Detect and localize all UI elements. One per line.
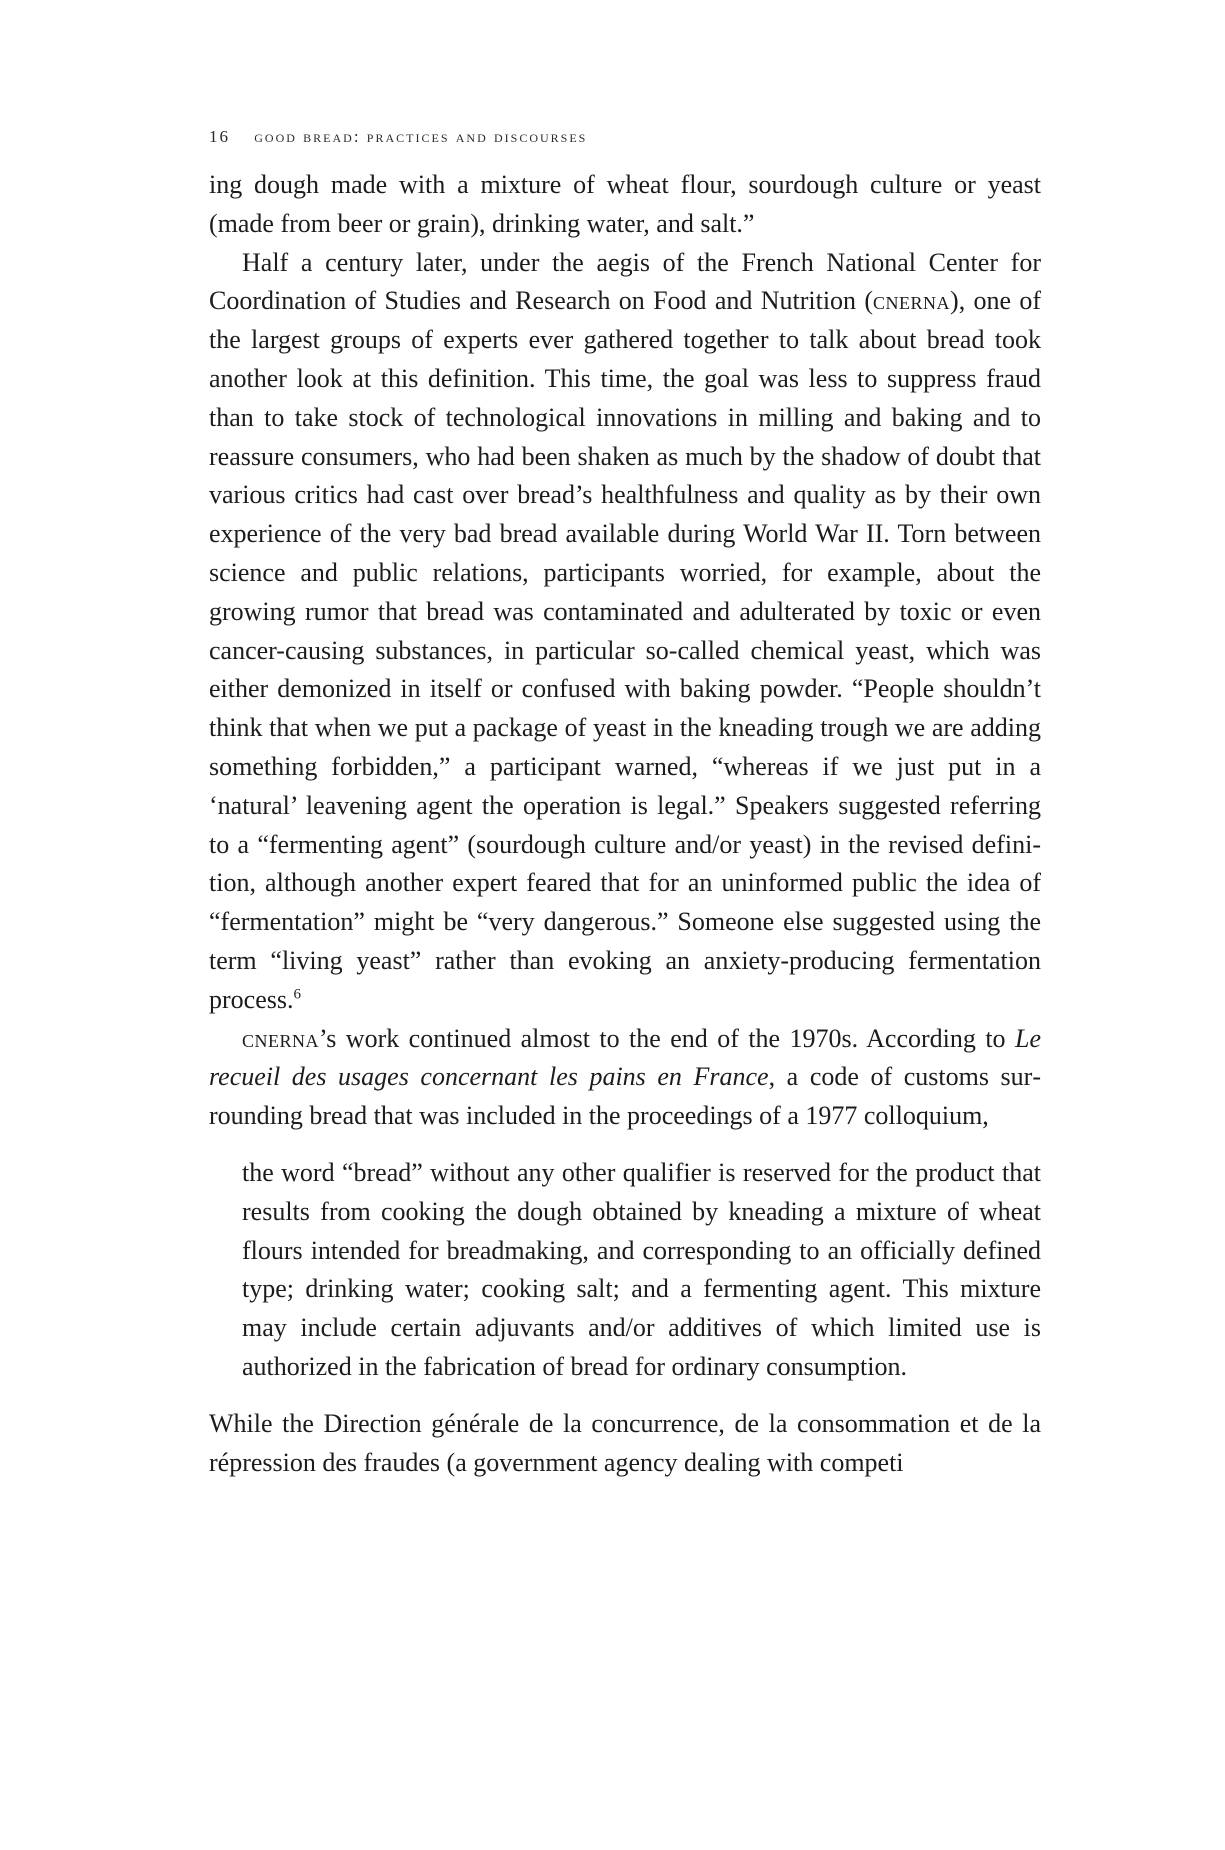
acronym: cnerna bbox=[242, 1023, 320, 1053]
quote-text: the word “bread” without any other qualifier is reserved for the product that results from cooking the dough obtained by kneading a mixture of wheat flours intended for breadmaking, and corresponding to an officially defined type; drinking water; cooking salt; and a fermenting agent. This mixture may include certain adjuvants and/or additives of which limited use is authorized in the fabrication of bread for ordinary consumption. bbox=[242, 1157, 1041, 1381]
page-number: 16 bbox=[209, 127, 230, 146]
paragraph-continued bbox=[209, 166, 1041, 244]
running-title: good bread: practices and discourses bbox=[254, 127, 588, 146]
footnote-marker: 6 bbox=[293, 986, 301, 1003]
book-page bbox=[209, 120, 1041, 1482]
block-quote bbox=[242, 1154, 1041, 1387]
paragraph-text: Half a century later, under the aegis of the French National Center for Coordination of Studies and Research on Food and Nutrition ( bbox=[209, 247, 1041, 316]
paragraph-cnerna-definition bbox=[209, 244, 1041, 1020]
paragraph-recueil bbox=[209, 1020, 1041, 1136]
acronym: cnerna bbox=[873, 286, 951, 316]
paragraph-direction-generale bbox=[209, 1405, 1041, 1483]
running-head bbox=[209, 120, 1041, 154]
book-title: Le recueil des usages concernant les pains en France bbox=[209, 1023, 1041, 1092]
paragraph-text: ’s work continued almost to the end of the 1970s. According to bbox=[319, 1023, 1015, 1053]
paragraph-text: While the Direction générale de la concurrence, de la consommation et de la répression des fraudes (a government agency dealing with competi bbox=[209, 1408, 1041, 1477]
paragraph-text: ing dough made with a mixture of wheat flour, sourdough culture or yeast (made from beer or grain), drinking water, and salt.” bbox=[209, 170, 1041, 238]
paragraph-text: ), one of the largest groups of experts ever gathered together to talk about bread took another look at this definition. This time, the goal was less to suppress fraud than to take stock of technological innovations in milling and baking and to reassure consumers, who had been shaken as much by the shadow of doubt that various critics had cast over bread’s healthfulness and quality as by their own experience of the very bad bread available during World War II. Torn between science and public relations, participants worried, for example, about the growing rumor that bread was contaminated and adulterated by toxic or even cancer-causing substances, in particular so-called chemical yeast, which was either demonized in itself or confused with baking powder. “People shouldn’t think that when we put a package of yeast in the kneading trough we are adding something forbidden,” a participant warned, “whereas if we just put in a ‘natural’ leavening agent the operation is legal.” Speakers suggested referring to a “fermenting agent” (sourdough culture and/or yeast) in the revised definition, although another expert feared that for an uninformed public the idea of “fermentation” might be “very dangerous.” Someone else suggested using the term “living yeast” rather than evoking an anxiety-producing fermentation process. bbox=[209, 286, 1042, 1014]
paragraph-text: , a code of customs surrounding bread that was included in the proceedings of a 1977 colloquium, bbox=[209, 1062, 1041, 1131]
